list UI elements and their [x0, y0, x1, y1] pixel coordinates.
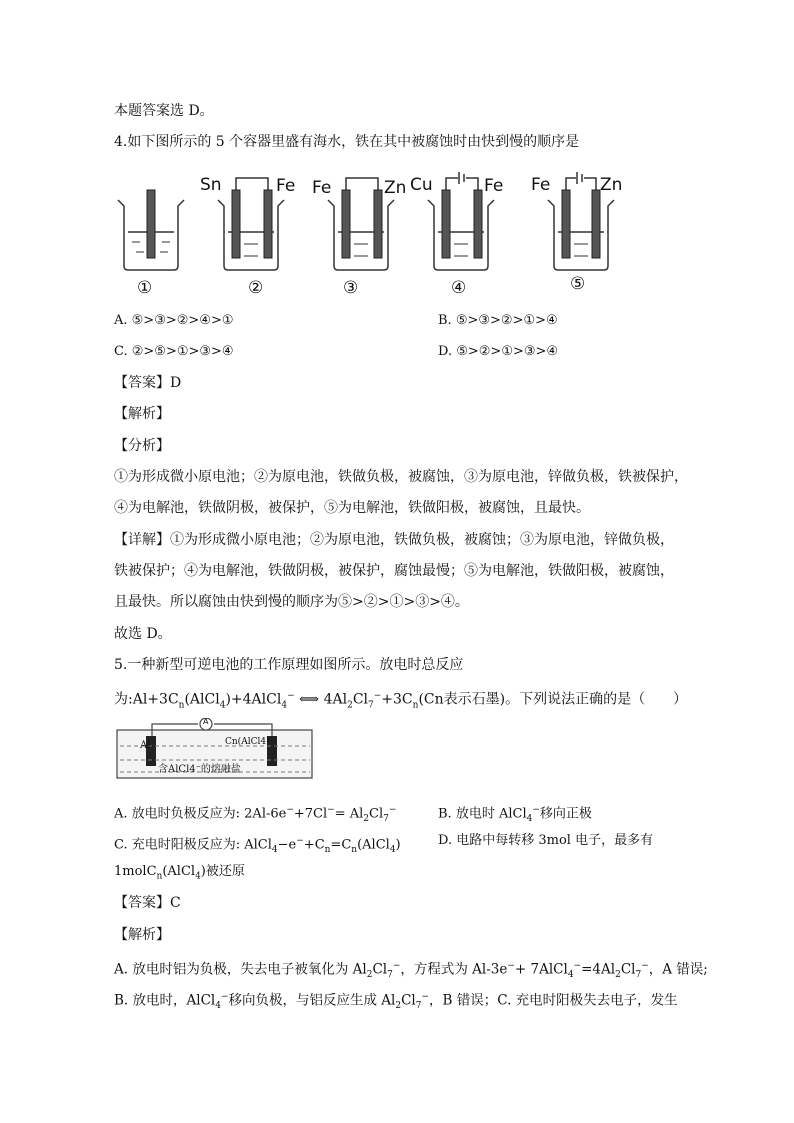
intro-text: 本题答案选 D。: [114, 103, 214, 119]
graphite-electrode-label: Cn(AlCl4): [225, 737, 270, 747]
q5-option-c: C. 充电时阳极反应为: $AlCl_4-e^-+C_n=C_n(AlCl_4)$: [114, 836, 401, 855]
beaker-number-4: ④: [451, 278, 467, 298]
q5-stem: 5.一种新型可逆电池的工作原理如图所示。放电时总反应: [114, 657, 464, 673]
beaker-number-1: ①: [137, 278, 153, 298]
q4-conclusion: 故选 D。: [114, 626, 172, 642]
q4-detail-line-1: 【详解】①为形成微小原电池；②为原电池，铁做负极，被腐蚀；③为原电池，锌做负极，: [114, 532, 674, 548]
q4-figure: [110, 170, 630, 300]
q4-detail-line-3: 且最快。所以腐蚀由快到慢的顺序为⑤>②>①>③>④。: [114, 594, 469, 610]
label-fe-3: Fe: [312, 178, 332, 198]
beaker-number-3: ③: [343, 278, 359, 298]
label-cu: Cu: [410, 175, 433, 195]
q5-reaction: 为$:Al+3C_n(AlCl_4)+4AlCl_4^-$ ⟺ $4Al_2Cl_7^-+3C_n(Cn$表示石墨)。下列说法正确的是（ ）: [114, 691, 688, 711]
electrolyte-label: 含AlCl4⁻的熔融盐: [158, 764, 241, 775]
label-fe-2: Fe: [276, 176, 296, 196]
label-zn-5: Zn: [600, 175, 623, 195]
q4-fenxi-heading: 【分析】: [114, 438, 170, 454]
q4-option-d: D. ⑤>②>①>③>④: [438, 344, 559, 359]
q5-option-a: A. 放电时负极反应为: $2Al-6e^-+7Cl^-= Al_2Cl_7^-$: [114, 805, 397, 824]
q5-jiexi-heading: 【解析】: [114, 927, 170, 943]
q4-jiexi-heading: 【解析】: [114, 406, 170, 422]
q5-analysis-line-1: A. 放电时铝为负极，失去电子被氧化为 $Al_2Cl_7^-$，方程式为 $Al-3e^-+ 7AlCl_4^-=4Al_2Cl_7^-$，A 错误;: [114, 961, 708, 981]
q4-option-a: A. ⑤>③>②>④>①: [114, 313, 234, 328]
beaker-number-2: ②: [248, 278, 264, 298]
q5-answer: 【答案】C: [114, 895, 181, 911]
q4-stem: 4.如下图所示的 5 个容器里盛有海水，铁在其中被腐蚀时由快到慢的顺序是: [114, 134, 580, 150]
q5-option-d: D. 电路中每转移 3mol 电子，最多有: [438, 833, 654, 848]
q4-detail-line-2: 铁被保护；④为电解池，铁做阴极，被保护，腐蚀最慢；⑤为电解池，铁做阳极，被腐蚀，: [114, 563, 674, 579]
label-fe-5: Fe: [531, 175, 551, 195]
q5-analysis-line-2: B. 放电时，AlCl$_4$−移向负极，与铝反应生成 $Al_2Cl_7^-$，B 错误；C. 充电时阳极失去电子，发生: [114, 992, 678, 1012]
q4-analysis-line-1: ①为形成微小原电池；②为原电池，铁做负极，被腐蚀，③为原电池，锌做负极，铁被保护，: [114, 469, 688, 485]
q5-option-b: B. 放电时 AlCl$_4$−移向正极: [438, 805, 592, 824]
al-electrode-label: Al: [140, 740, 151, 751]
ammeter-label: A: [203, 717, 209, 726]
q4-option-b: B. ⑤>③>②>①>④: [438, 313, 558, 328]
q4-analysis-line-2: ④为电解池，铁做阴极，被保护，⑤为电解池，铁做阳极，被腐蚀，且最快。: [114, 500, 590, 516]
q4-answer: 【答案】D: [114, 375, 182, 391]
label-fe-4: Fe: [484, 176, 504, 196]
q5-option-d-cont: 1molC$_n$(AlCl$_4$)被还原: [114, 864, 245, 882]
beaker-number-5: ⑤: [570, 274, 586, 294]
label-sn: Sn: [200, 175, 222, 195]
q4-option-c: C. ②>⑤>①>③>④: [114, 344, 234, 359]
label-zn-3: Zn: [384, 178, 407, 198]
